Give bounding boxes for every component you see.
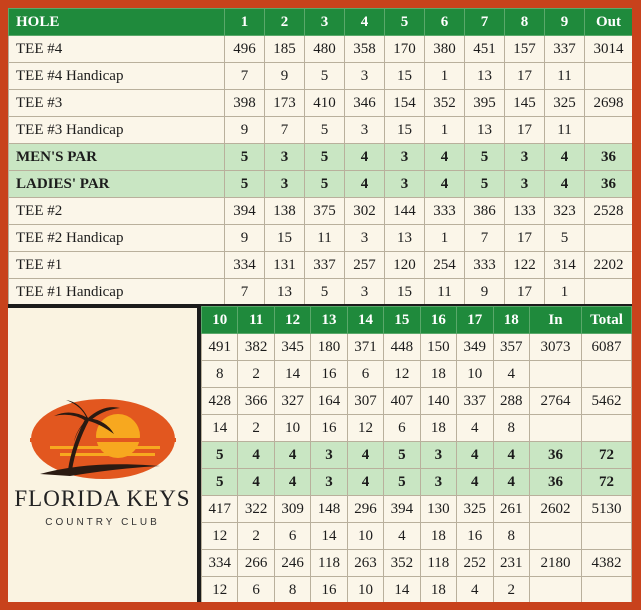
hole-number-header: Total <box>581 307 631 334</box>
row-label: TEE #3 Handicap <box>9 117 225 144</box>
score-cell: 148 <box>311 496 347 523</box>
score-cell: 1 <box>425 117 465 144</box>
hole-number-header: In <box>529 307 581 334</box>
score-cell: 8 <box>274 577 310 603</box>
score-cell: 333 <box>465 252 505 279</box>
score-cell: 337 <box>457 388 493 415</box>
score-cell: 4 <box>345 144 385 171</box>
score-cell: 15 <box>385 279 425 306</box>
score-cell: 451 <box>465 36 505 63</box>
table-row <box>202 361 632 388</box>
score-cell: 36 <box>585 144 633 171</box>
score-cell: 6 <box>384 415 420 442</box>
score-cell: 11 <box>425 279 465 306</box>
hole-number-header: 2 <box>265 9 305 36</box>
row-label: TEE #4 Handicap <box>9 63 225 90</box>
score-cell: 366 <box>238 388 274 415</box>
hole-number-header: 10 <box>202 307 238 334</box>
table-row <box>202 496 632 523</box>
score-cell: 12 <box>347 415 383 442</box>
score-cell: 5130 <box>581 496 631 523</box>
score-cell: 4 <box>238 442 274 469</box>
score-cell: 5 <box>384 469 420 496</box>
score-cell: 180 <box>311 334 347 361</box>
table-row <box>202 577 632 603</box>
back-nine-header-row <box>202 307 632 334</box>
score-cell <box>529 523 581 550</box>
back-nine-table <box>201 306 632 602</box>
score-cell: 2764 <box>529 388 581 415</box>
score-cell: 17 <box>505 279 545 306</box>
hole-number-header: 8 <box>505 9 545 36</box>
score-cell: 5 <box>202 469 238 496</box>
score-cell: 8 <box>493 523 529 550</box>
score-cell <box>529 415 581 442</box>
score-cell: 323 <box>545 198 585 225</box>
hole-number-header: 1 <box>225 9 265 36</box>
score-cell: 36 <box>529 442 581 469</box>
score-cell: 3 <box>311 442 347 469</box>
score-cell: 2202 <box>585 252 633 279</box>
hole-header: HOLE <box>9 9 225 36</box>
score-cell: 3 <box>345 117 385 144</box>
score-cell: 13 <box>465 117 505 144</box>
score-cell: 327 <box>274 388 310 415</box>
score-cell: 5 <box>465 144 505 171</box>
score-cell: 17 <box>505 63 545 90</box>
score-cell <box>585 279 633 306</box>
score-cell: 150 <box>420 334 456 361</box>
score-cell: 371 <box>347 334 383 361</box>
score-cell: 3 <box>345 63 385 90</box>
score-cell: 72 <box>581 469 631 496</box>
score-cell: 2 <box>493 577 529 603</box>
score-cell: 12 <box>202 577 238 603</box>
score-cell: 380 <box>425 36 465 63</box>
score-cell: 5 <box>305 117 345 144</box>
score-cell: 4 <box>345 171 385 198</box>
score-cell: 18 <box>420 523 456 550</box>
score-cell <box>585 225 633 252</box>
score-cell: 118 <box>420 550 456 577</box>
hole-number-header: 18 <box>493 307 529 334</box>
score-cell: 170 <box>385 36 425 63</box>
score-cell: 266 <box>238 550 274 577</box>
club-name: FLORIDA KEYS <box>14 486 191 511</box>
score-cell: 4 <box>274 442 310 469</box>
score-cell: 5 <box>225 144 265 171</box>
score-cell: 5462 <box>581 388 631 415</box>
score-cell: 4 <box>545 144 585 171</box>
score-cell: 4 <box>457 577 493 603</box>
score-cell: 496 <box>225 36 265 63</box>
table-row <box>9 198 633 225</box>
score-cell: 4 <box>384 523 420 550</box>
score-cell <box>585 63 633 90</box>
score-cell: 17 <box>505 225 545 252</box>
score-cell: 4 <box>545 171 585 198</box>
hole-number-header: 5 <box>385 9 425 36</box>
score-cell: 382 <box>238 334 274 361</box>
score-cell: 36 <box>585 171 633 198</box>
score-cell: 122 <box>505 252 545 279</box>
score-cell: 417 <box>202 496 238 523</box>
score-cell: 13 <box>465 63 505 90</box>
row-label: TEE #4 <box>9 36 225 63</box>
score-cell: 10 <box>274 415 310 442</box>
score-cell: 337 <box>545 36 585 63</box>
score-cell: 4 <box>493 361 529 388</box>
score-cell: 140 <box>420 388 456 415</box>
score-cell: 325 <box>545 90 585 117</box>
hole-number-header: 12 <box>274 307 310 334</box>
score-cell: 491 <box>202 334 238 361</box>
table-row <box>9 63 633 90</box>
hole-number-header: 9 <box>545 9 585 36</box>
table-row <box>9 117 633 144</box>
score-cell: 15 <box>265 225 305 252</box>
score-cell: 7 <box>225 63 265 90</box>
score-cell: 14 <box>202 415 238 442</box>
score-cell: 296 <box>347 496 383 523</box>
score-cell: 480 <box>305 36 345 63</box>
table-row <box>9 36 633 63</box>
score-cell: 5 <box>305 144 345 171</box>
score-cell: 2 <box>238 415 274 442</box>
score-cell: 10 <box>457 361 493 388</box>
score-cell: 4 <box>457 469 493 496</box>
club-subtitle: COUNTRY CLUB <box>45 517 160 528</box>
score-cell <box>529 577 581 603</box>
score-cell: 3 <box>385 171 425 198</box>
hole-number-header: 15 <box>384 307 420 334</box>
score-cell: 11 <box>545 63 585 90</box>
score-cell: 261 <box>493 496 529 523</box>
hole-number-header: Out <box>585 9 633 36</box>
table-row <box>9 252 633 279</box>
table-row <box>202 415 632 442</box>
score-cell: 8 <box>202 361 238 388</box>
score-cell: 13 <box>265 279 305 306</box>
score-cell: 345 <box>274 334 310 361</box>
score-cell: 314 <box>545 252 585 279</box>
score-cell: 322 <box>238 496 274 523</box>
score-cell: 3 <box>265 171 305 198</box>
row-label: TEE #1 Handicap <box>9 279 225 306</box>
table-row <box>9 144 633 171</box>
row-label: MEN'S PAR <box>9 144 225 171</box>
score-cell: 9 <box>265 63 305 90</box>
table-row <box>9 225 633 252</box>
score-cell: 5 <box>225 171 265 198</box>
score-cell: 263 <box>347 550 383 577</box>
score-cell: 133 <box>505 198 545 225</box>
score-cell: 325 <box>457 496 493 523</box>
score-cell: 3 <box>311 469 347 496</box>
score-cell: 4 <box>457 442 493 469</box>
score-cell: 3 <box>385 144 425 171</box>
score-cell: 130 <box>420 496 456 523</box>
score-cell: 254 <box>425 252 465 279</box>
row-label: TEE #2 Handicap <box>9 225 225 252</box>
table-row <box>202 550 632 577</box>
row-label: TEE #3 <box>9 90 225 117</box>
score-cell: 164 <box>311 388 347 415</box>
score-cell: 257 <box>345 252 385 279</box>
score-cell: 157 <box>505 36 545 63</box>
hole-number-header: 13 <box>311 307 347 334</box>
score-cell: 3014 <box>585 36 633 63</box>
score-cell: 118 <box>311 550 347 577</box>
score-cell: 1 <box>425 225 465 252</box>
hole-number-header: 4 <box>345 9 385 36</box>
score-cell: 138 <box>265 198 305 225</box>
hole-number-header: 14 <box>347 307 383 334</box>
score-cell: 394 <box>384 496 420 523</box>
score-cell: 2180 <box>529 550 581 577</box>
score-cell: 15 <box>385 63 425 90</box>
score-cell: 17 <box>505 117 545 144</box>
score-cell: 375 <box>305 198 345 225</box>
score-cell: 14 <box>311 523 347 550</box>
table-row <box>202 442 632 469</box>
score-cell: 18 <box>420 577 456 603</box>
score-cell: 5 <box>465 171 505 198</box>
score-cell: 9 <box>225 225 265 252</box>
score-cell: 3 <box>345 225 385 252</box>
score-cell: 36 <box>529 469 581 496</box>
front-nine-table <box>8 8 632 306</box>
score-cell: 394 <box>225 198 265 225</box>
table-row <box>202 523 632 550</box>
score-cell <box>581 577 631 603</box>
score-cell: 357 <box>493 334 529 361</box>
score-cell: 18 <box>420 361 456 388</box>
score-cell <box>581 361 631 388</box>
score-cell: 3 <box>420 442 456 469</box>
score-cell: 4 <box>457 415 493 442</box>
score-cell: 288 <box>493 388 529 415</box>
score-cell: 9 <box>225 117 265 144</box>
score-cell: 398 <box>225 90 265 117</box>
score-cell: 252 <box>457 550 493 577</box>
score-cell: 4 <box>425 171 465 198</box>
score-cell: 16 <box>311 361 347 388</box>
score-cell: 12 <box>202 523 238 550</box>
score-cell: 3 <box>420 469 456 496</box>
score-cell: 333 <box>425 198 465 225</box>
row-label: TEE #1 <box>9 252 225 279</box>
score-cell: 4 <box>425 144 465 171</box>
score-cell: 1 <box>425 63 465 90</box>
score-cell: 410 <box>305 90 345 117</box>
score-cell: 6087 <box>581 334 631 361</box>
score-cell: 15 <box>385 117 425 144</box>
score-cell: 2698 <box>585 90 633 117</box>
score-cell: 5 <box>384 442 420 469</box>
hole-number-header: 17 <box>457 307 493 334</box>
score-cell: 72 <box>581 442 631 469</box>
score-cell: 448 <box>384 334 420 361</box>
score-cell: 346 <box>345 90 385 117</box>
score-cell: 16 <box>457 523 493 550</box>
score-cell: 8 <box>493 415 529 442</box>
score-cell <box>581 523 631 550</box>
score-cell: 4 <box>493 469 529 496</box>
score-cell: 154 <box>385 90 425 117</box>
score-cell: 2 <box>238 523 274 550</box>
score-cell: 10 <box>347 523 383 550</box>
hole-number-header: 16 <box>420 307 456 334</box>
score-cell: 10 <box>347 577 383 603</box>
score-cell <box>529 361 581 388</box>
score-cell: 334 <box>202 550 238 577</box>
score-cell: 2 <box>238 361 274 388</box>
score-cell <box>585 117 633 144</box>
score-cell: 144 <box>385 198 425 225</box>
score-cell: 3 <box>345 279 385 306</box>
score-cell: 3 <box>505 144 545 171</box>
score-cell: 16 <box>311 415 347 442</box>
score-cell: 231 <box>493 550 529 577</box>
score-cell: 145 <box>505 90 545 117</box>
score-cell: 352 <box>425 90 465 117</box>
score-cell: 11 <box>545 117 585 144</box>
score-cell: 4382 <box>581 550 631 577</box>
score-cell: 2528 <box>585 198 633 225</box>
score-cell: 407 <box>384 388 420 415</box>
hole-number-header: 3 <box>305 9 345 36</box>
score-cell: 5 <box>202 442 238 469</box>
score-cell: 4 <box>347 442 383 469</box>
score-cell: 3073 <box>529 334 581 361</box>
club-logo-panel <box>8 308 197 602</box>
score-cell: 2602 <box>529 496 581 523</box>
row-label: TEE #2 <box>9 198 225 225</box>
score-cell: 3 <box>505 171 545 198</box>
score-cell: 307 <box>347 388 383 415</box>
table-row <box>9 90 633 117</box>
hole-number-header: 7 <box>465 9 505 36</box>
hole-number-header: 6 <box>425 9 465 36</box>
table-row <box>9 171 633 198</box>
score-cell: 349 <box>457 334 493 361</box>
table-row <box>202 388 632 415</box>
score-cell: 14 <box>274 361 310 388</box>
table-row <box>9 279 633 306</box>
score-cell: 7 <box>465 225 505 252</box>
score-cell: 3 <box>265 144 305 171</box>
score-cell: 386 <box>465 198 505 225</box>
score-cell: 11 <box>305 225 345 252</box>
table-row <box>202 334 632 361</box>
score-cell: 12 <box>384 361 420 388</box>
score-cell: 7 <box>225 279 265 306</box>
score-cell: 173 <box>265 90 305 117</box>
score-cell: 4 <box>493 442 529 469</box>
score-cell: 5 <box>305 171 345 198</box>
score-cell: 6 <box>274 523 310 550</box>
score-cell: 1 <box>545 279 585 306</box>
score-cell: 4 <box>238 469 274 496</box>
score-cell: 334 <box>225 252 265 279</box>
score-cell <box>581 415 631 442</box>
score-cell: 9 <box>465 279 505 306</box>
score-cell: 352 <box>384 550 420 577</box>
row-label: LADIES' PAR <box>9 171 225 198</box>
score-cell: 358 <box>345 36 385 63</box>
palm-sunset-logo-icon <box>30 394 176 484</box>
scorecard <box>8 8 632 602</box>
score-cell: 185 <box>265 36 305 63</box>
score-cell: 18 <box>420 415 456 442</box>
score-cell: 5 <box>305 279 345 306</box>
table-row <box>202 469 632 496</box>
score-cell: 16 <box>311 577 347 603</box>
hole-number-header: 11 <box>238 307 274 334</box>
score-cell: 4 <box>274 469 310 496</box>
score-cell: 5 <box>305 63 345 90</box>
score-cell: 309 <box>274 496 310 523</box>
score-cell: 302 <box>345 198 385 225</box>
score-cell: 120 <box>385 252 425 279</box>
score-cell: 131 <box>265 252 305 279</box>
score-cell: 246 <box>274 550 310 577</box>
score-cell: 14 <box>384 577 420 603</box>
score-cell: 5 <box>545 225 585 252</box>
score-cell: 13 <box>385 225 425 252</box>
score-cell: 337 <box>305 252 345 279</box>
score-cell: 428 <box>202 388 238 415</box>
front-nine-header-row <box>9 9 633 36</box>
score-cell: 4 <box>347 469 383 496</box>
score-cell: 6 <box>347 361 383 388</box>
score-cell: 7 <box>265 117 305 144</box>
score-cell: 395 <box>465 90 505 117</box>
score-cell: 6 <box>238 577 274 603</box>
